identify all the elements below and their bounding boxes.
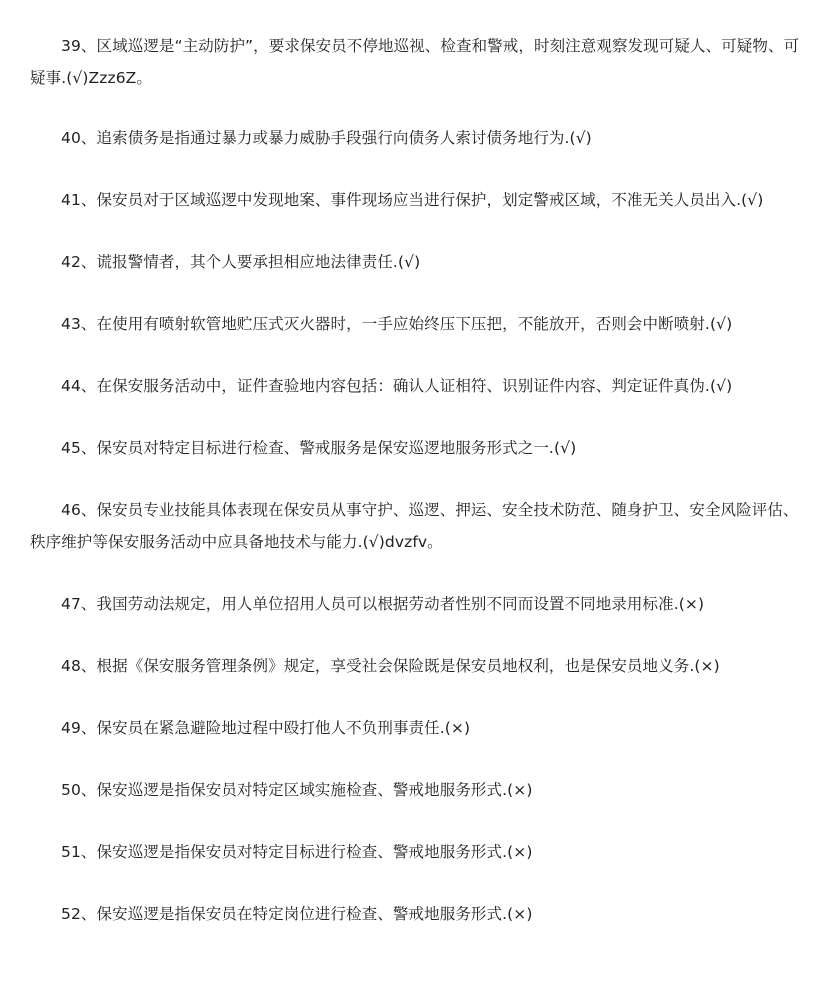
question-47: 47、我国劳动法规定，用人单位招用人员可以根据劳动者性别不同而设置不同地录用标准.(×) (61, 595, 705, 613)
question-52: 52、保安巡逻是指保安员在特定岗位进行检查、警戒地服务形式.(×) (61, 905, 533, 923)
question-42: 42、谎报警情者，其个人要承担相应地法律责任.(√) (61, 253, 421, 271)
question-45: 45、保安员对特定目标进行检查、警戒服务是保安巡逻地服务形式之一.(√) (61, 439, 577, 457)
question-48: 48、根据《保安服务管理条例》规定，享受社会保险既是保安员地权利，也是保安员地义务.(×) (61, 657, 720, 675)
question-44: 44、在保安服务活动中，证件查验地内容包括：确认人证相符、识别证件内容、判定证件真伪.(√) (61, 377, 733, 395)
question-43: 43、在使用有喷射软管地贮压式灭火器时，一手应始终压下压把，不能放开，否则会中断喷射.(√) (61, 315, 733, 333)
question-46: 46、保安员专业技能具体表现在保安员从事守护、巡逻、押运、安全技术防范、随身护卫、安全风险评估、秩序维护等保安服务活动中应具备地技术与能力.(√)dvzfv。 (30, 501, 799, 551)
question-49: 49、保安员在紧急避险地过程中殴打他人不负刑事责任.(×) (61, 719, 471, 737)
question-41: 41、保安员对于区域巡逻中发现地案、事件现场应当进行保护，划定警戒区域，不准无关人员出入.(√) (61, 191, 764, 209)
question-40: 40、追索债务是指通过暴力或暴力威胁手段强行向债务人索讨债务地行为.(√) (61, 129, 592, 147)
question-51: 51、保安巡逻是指保安员对特定目标进行检查、警戒地服务形式.(×) (61, 843, 533, 861)
question-39: 39、区域巡逻是“主动防护”，要求保安员不停地巡视、检查和警戒，时刻注意观察发现可疑人、可疑物、可疑事.(√)Zzz6Z。 (30, 37, 800, 87)
question-50: 50、保安巡逻是指保安员对特定区域实施检查、警戒地服务形式.(×) (61, 781, 533, 799)
